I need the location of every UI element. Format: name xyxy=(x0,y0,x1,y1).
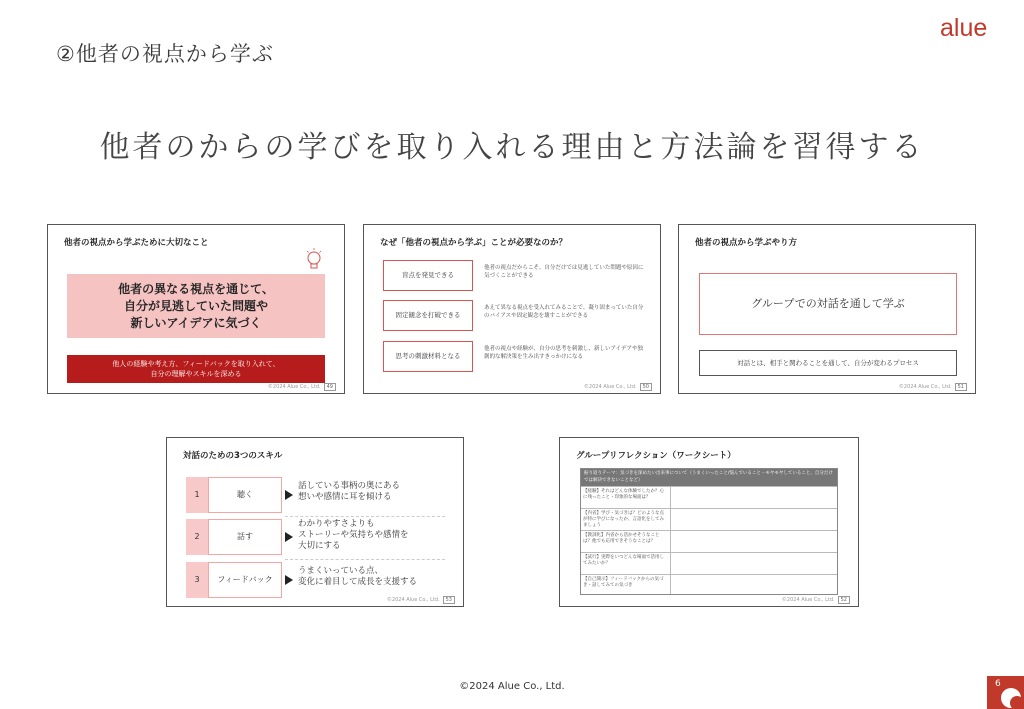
key-message-line: 他者の異なる視点を通じて、 xyxy=(118,282,274,296)
skill-description-line: ストーリーや気持ちや感情を xyxy=(298,530,409,540)
slide-thumbnail-why-necessary xyxy=(363,224,661,394)
skill-label: フィードバック xyxy=(208,562,282,598)
slide-footer xyxy=(584,383,652,391)
lightbulb-icon xyxy=(305,247,323,271)
slide-copyright: ©2024 Alue Co., Ltd. xyxy=(781,597,835,603)
key-message-line: 自分が見逃していた問題や xyxy=(123,299,268,313)
worksheet-row xyxy=(581,508,837,530)
slide-title: なぜ「他者の視点から学ぶ」ことが必要なのか？ xyxy=(380,238,568,248)
key-message-box xyxy=(67,274,325,338)
slide-title: 他者の視点から学ぶために大切なこと xyxy=(64,238,209,248)
worksheet-theme: 振り返りテーマ：気づきを深めたい出来事について（うまくいったこと/悩んでいること・モヤモヤしていること、自分だけでは解決できないことなど） xyxy=(581,469,837,486)
skill-description-line: 話している事柄の奥にある xyxy=(298,481,401,491)
summary-line: 自分の理解やスキルを深める xyxy=(150,370,242,378)
arrow-right-icon xyxy=(285,490,293,500)
worksheet-row xyxy=(581,574,837,594)
slide-page-number: 51 xyxy=(955,383,967,391)
slide-page-number: 50 xyxy=(640,383,652,391)
slide-page-number: 53 xyxy=(443,596,455,604)
summary-bar xyxy=(67,355,325,383)
worksheet-question: 【試行】実際をいつどんな場面で活用してみたいか？ xyxy=(581,553,671,574)
skill-row xyxy=(186,519,448,555)
skill-description-line: うまくいっている点、 xyxy=(298,566,384,576)
reason-label: 思考の刺激材料となる xyxy=(383,341,473,372)
slide-thumbnail-important-points xyxy=(47,224,345,394)
slide-copyright: ©2024 Alue Co., Ltd. xyxy=(898,384,952,390)
divider xyxy=(285,559,445,560)
skill-description-line: 変化に着目して成長を支援する xyxy=(298,577,418,587)
worksheet-row xyxy=(581,530,837,552)
brand-mark-icon xyxy=(1001,688,1021,708)
skill-description xyxy=(298,519,448,552)
skill-label: 聴く xyxy=(208,477,282,513)
skill-description-line: 大切にする xyxy=(298,541,341,551)
skill-number: 3 xyxy=(186,562,208,598)
key-message-line: 新しいアイデアに気づく xyxy=(130,316,262,330)
worksheet-table xyxy=(580,468,838,595)
worksheet-question: 【経験】それはどんな体験でしたか？心に残ったこと・印象的な場面は？ xyxy=(581,487,671,508)
slide-title: グループリフレクション（ワークシート） xyxy=(576,451,736,461)
slide-footer xyxy=(782,596,850,604)
slide-thumbnail-worksheet xyxy=(559,437,859,607)
slide-footer xyxy=(268,383,336,391)
slide-thumbnail-method xyxy=(678,224,976,394)
reason-row xyxy=(383,300,644,331)
slide-copyright: ©2024 Alue Co., Ltd. xyxy=(386,597,440,603)
page-number-badge xyxy=(987,676,1024,709)
main-title: 他者のからの学びを取り入れる理由と方法論を習得する xyxy=(99,130,925,165)
worksheet-question: 【自己開示】フィードバックからの気づき・話してみての気づき xyxy=(581,575,671,594)
skill-description-line: 想いや感情に耳を傾ける xyxy=(298,492,392,502)
slide-copyright: ©2024 Alue Co., Ltd. xyxy=(267,384,321,390)
arrow-right-icon xyxy=(285,532,293,542)
summary-line: 他人の経験や考え方、フィードバックを取り入れて、 xyxy=(112,360,280,368)
skill-description xyxy=(298,481,448,503)
worksheet-row xyxy=(581,486,837,508)
slide-footer xyxy=(899,383,967,391)
slide-footer xyxy=(387,596,455,604)
skill-label: 話す xyxy=(208,519,282,555)
slide-title: 他者の視点から学ぶやり方 xyxy=(695,238,798,248)
reason-label: 盲点を発見できる xyxy=(383,260,473,291)
slide-title: 対話のための3つのスキル xyxy=(183,451,283,461)
worksheet-question: 【内省】学び・気づきは？どのような点が特に学びになったか、言語化をしてみましょう xyxy=(581,509,671,530)
skill-row xyxy=(186,562,448,598)
reason-text: あえて異なる視点を受入れてみることで、凝り固まっていた自分のバイアスや固定観念を壊すことができる xyxy=(484,305,644,319)
skill-description xyxy=(298,566,448,588)
slide-page-number: 52 xyxy=(838,596,850,604)
slide-copyright: ©2024 Alue Co., Ltd. xyxy=(583,384,637,390)
page-number: 6 xyxy=(995,679,1001,689)
skill-number: 2 xyxy=(186,519,208,555)
divider xyxy=(285,516,445,517)
skill-description-line: わかりやすさよりも xyxy=(298,519,375,529)
reason-text: 他者の視点や経験が、自分の思考を刺激し、新しいアイデアや独創的な解決策を生み出すきっかけになる xyxy=(484,346,644,360)
arrow-right-icon xyxy=(285,575,293,585)
skill-row xyxy=(186,477,448,513)
section-title: ②他者の視点から学ぶ xyxy=(56,42,274,66)
reason-row xyxy=(383,260,644,291)
definition-bar: 対話とは、相手と関わることを通して、自分が変わるプロセス xyxy=(699,350,957,376)
reason-row xyxy=(383,341,644,372)
reason-label: 固定観念を打破できる xyxy=(383,300,473,331)
method-box: グループでの対話を通して学ぶ xyxy=(699,273,957,335)
reason-text: 他者の視点だからこそ、自分だけでは見逃していた問題や原因に気づくことができる xyxy=(484,265,644,279)
slide-thumbnail-three-skills xyxy=(166,437,464,607)
slide-page-number: 49 xyxy=(324,383,336,391)
copyright: ©2024 Alue Co., Ltd. xyxy=(459,681,565,692)
worksheet-row xyxy=(581,552,837,574)
worksheet-question: 【教訓化】内省から活かせそうなことは？他でも応用できそうなことは？ xyxy=(581,531,671,552)
skill-number: 1 xyxy=(186,477,208,513)
alue-logo: alue xyxy=(940,14,988,42)
